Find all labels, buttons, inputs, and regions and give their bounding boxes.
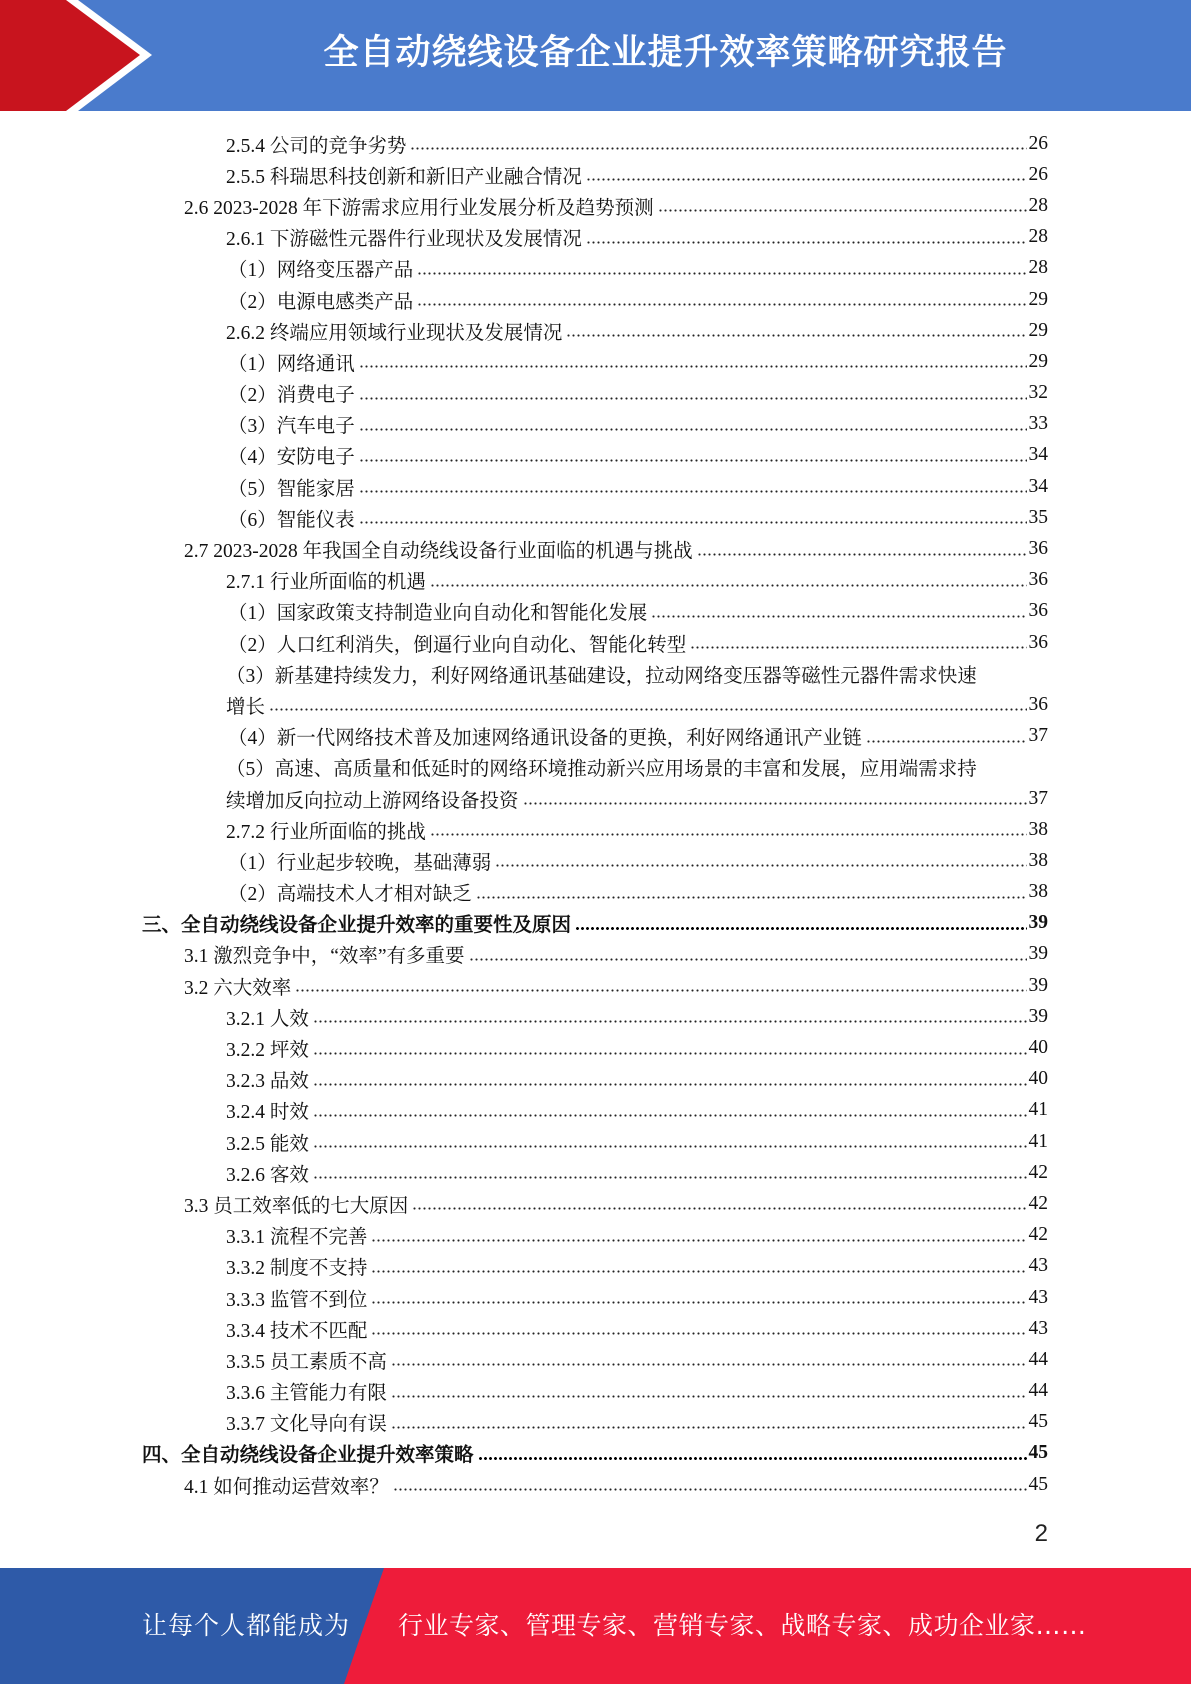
dot-leader <box>295 989 1026 992</box>
toc-entry-page: 42 <box>1028 1161 1048 1183</box>
toc-entry[interactable] <box>0 159 1191 190</box>
dot-leader <box>359 459 1027 462</box>
toc-entry-page: 34 <box>1028 444 1048 466</box>
toc-entry[interactable] <box>0 752 1191 783</box>
toc-entry-page: 45 <box>1028 1442 1048 1464</box>
toc-entry-page: 33 <box>1028 413 1048 435</box>
toc-entry[interactable] <box>0 1220 1191 1251</box>
toc-entry-title: （5）智能家居 <box>228 478 355 500</box>
toc-entry-page: 38 <box>1028 849 1048 871</box>
page-footer <box>0 1568 1191 1684</box>
dot-leader <box>313 1052 1027 1055</box>
toc-entry-title: （1）网络变压器产品 <box>228 260 414 282</box>
toc-entry-page: 28 <box>1028 194 1048 216</box>
dot-leader <box>586 241 1027 244</box>
toc-entry[interactable] <box>0 658 1191 689</box>
toc-entry-title: 3.3.2 制度不支持 <box>226 1258 368 1280</box>
toc-entry-title: 3.2.3 品效 <box>226 1071 309 1093</box>
toc-entry-page: 37 <box>1028 725 1048 747</box>
dot-leader <box>359 397 1027 400</box>
toc-entry[interactable] <box>0 1469 1191 1500</box>
dot-leader <box>417 303 1026 306</box>
toc-entry[interactable] <box>0 502 1191 533</box>
toc-entry[interactable] <box>0 190 1191 221</box>
dot-leader <box>430 833 1027 836</box>
toc-entry-title: 2.5.4 公司的竞争劣势 <box>226 135 407 157</box>
toc-entry[interactable] <box>0 1407 1191 1438</box>
toc-entry[interactable] <box>0 471 1191 502</box>
toc-entry-page: 26 <box>1028 163 1048 185</box>
toc-entry[interactable] <box>0 721 1191 752</box>
toc-entry-title: （1）国家政策支持制造业向自动化和智能化发展 <box>228 603 648 625</box>
toc-entry-page: 43 <box>1028 1317 1048 1339</box>
toc-entry-page: 43 <box>1028 1286 1048 1308</box>
toc-entry-title: 2.6.2 终端应用领域行业现状及发展情况 <box>226 322 563 344</box>
toc-entry-page: 29 <box>1028 288 1048 310</box>
toc-entry[interactable] <box>0 814 1191 845</box>
dot-leader <box>523 802 1027 805</box>
toc-entry-page: 42 <box>1028 1192 1048 1214</box>
toc-entry-title: 3.1 激烈竞争中，“效率”有多重要 <box>184 946 465 968</box>
dot-leader <box>313 1176 1027 1179</box>
toc-entry-page: 39 <box>1028 974 1048 996</box>
toc-entry-title: 3.2.4 时效 <box>226 1102 309 1124</box>
dot-leader <box>391 1426 1027 1429</box>
dot-leader <box>575 927 1026 930</box>
toc-entry-continuation[interactable] <box>0 689 1191 720</box>
dot-leader <box>359 365 1027 368</box>
toc-entry[interactable] <box>0 939 1191 970</box>
toc-entry[interactable] <box>0 1282 1191 1313</box>
toc-entry-page: 36 <box>1028 600 1048 622</box>
toc-entry-title: 四、全自动绕线设备企业提升效率策略 <box>142 1445 474 1467</box>
toc-entry[interactable] <box>0 1188 1191 1219</box>
toc-entry[interactable] <box>0 346 1191 377</box>
footer-slogan-right: 行业专家、管理专家、营销专家、战略专家、成功企业家…… <box>398 1611 1087 1640</box>
toc-entry[interactable] <box>0 1001 1191 1032</box>
dot-leader <box>371 1332 1026 1335</box>
toc-entry[interactable] <box>0 1313 1191 1344</box>
dot-leader <box>651 615 1026 618</box>
dot-leader <box>391 1363 1027 1366</box>
toc-entry-title: （2）高端技术人才相对缺乏 <box>228 884 472 906</box>
toc-entry[interactable] <box>0 315 1191 346</box>
toc-entry-page: 39 <box>1028 912 1048 934</box>
page-number: 2 <box>1034 1520 1048 1547</box>
toc-entry-page: 43 <box>1028 1255 1048 1277</box>
toc-entry-title: 3.3.4 技术不匹配 <box>226 1320 368 1342</box>
toc-entry-title: （2）人口红利消失，倒逼行业向自动化、智能化转型 <box>228 634 687 656</box>
dot-leader <box>313 1114 1027 1117</box>
toc-entry-title: 3.2.5 能效 <box>226 1133 309 1155</box>
dot-leader <box>476 896 1027 899</box>
dot-leader <box>359 490 1027 493</box>
toc-entry-title: 3.3.7 文化导向有误 <box>226 1414 387 1436</box>
toc-entry-page: 36 <box>1028 693 1048 715</box>
toc-entry-title: 3.3.1 流程不完善 <box>226 1227 368 1249</box>
toc-entry-title: （5）高速、高质量和低延时的网络环境推动新兴应用场景的丰富和发展，应用端需求持 <box>226 759 977 781</box>
toc-entry-title: 2.7.2 行业所面临的挑战 <box>226 821 426 843</box>
toc-entry-title: 2.6 2023-2028 年下游需求应用行业发展分析及趋势预测 <box>184 197 654 219</box>
toc-entry-continuation[interactable] <box>0 783 1191 814</box>
chevron-red <box>0 0 140 111</box>
dot-leader <box>697 553 1027 556</box>
toc-entry-title: 3.3.5 员工素质不高 <box>226 1351 387 1373</box>
footer-slogan-left: 让每个人都能成为 <box>142 1611 351 1640</box>
toc-entry-title: 4.1 如何推动运营效率？ <box>184 1476 389 1498</box>
toc-entry[interactable] <box>0 1376 1191 1407</box>
dot-leader <box>478 1457 1027 1460</box>
toc-entry[interactable] <box>0 845 1191 876</box>
header-chevron-decoration <box>0 0 160 111</box>
dot-leader <box>313 1020 1027 1023</box>
toc-entry-title: 2.7 2023-2028 年我国全自动绕线设备行业面临的机遇与挑战 <box>184 541 693 563</box>
toc-entry-title: 3.2.2 坪效 <box>226 1040 309 1062</box>
toc-entry[interactable] <box>0 1344 1191 1375</box>
report-title: 全自动绕线设备企业提升效率策略研究报告 <box>323 33 1008 73</box>
dot-leader <box>371 1239 1026 1242</box>
toc-entry-page: 37 <box>1028 787 1048 809</box>
toc-entry[interactable] <box>0 222 1191 253</box>
toc-entry-page: 32 <box>1028 382 1048 404</box>
toc-entry-page: 41 <box>1028 1099 1048 1121</box>
toc-entry-page: 45 <box>1028 1473 1048 1495</box>
toc-entry-page: 26 <box>1028 132 1048 154</box>
toc-entry-title: （6）智能仪表 <box>228 509 355 531</box>
toc-entry-page: 28 <box>1028 257 1048 279</box>
toc-entry-page: 36 <box>1028 538 1048 560</box>
dot-leader <box>566 334 1026 337</box>
toc-entry-page: 41 <box>1028 1130 1048 1152</box>
toc-chapter-entry[interactable] <box>0 1438 1191 1469</box>
dot-leader <box>469 958 1027 961</box>
toc-entry-title-continued: 续增加反向拉动上游网络设备投资 <box>226 790 519 812</box>
toc-entry-title: 2.7.1 行业所面临的机遇 <box>226 572 426 594</box>
dot-leader <box>393 1488 1027 1491</box>
toc-entry-page: 28 <box>1028 226 1048 248</box>
toc-entry[interactable] <box>0 627 1191 658</box>
toc-entry[interactable] <box>0 1126 1191 1157</box>
toc-entry-title: 3.2.1 人效 <box>226 1008 309 1030</box>
page-header <box>0 0 1191 111</box>
toc-entry-title: （1）网络通讯 <box>228 353 355 375</box>
toc-entry-page: 38 <box>1028 881 1048 903</box>
toc-entry-page: 29 <box>1028 350 1048 372</box>
toc-chapter-entry[interactable] <box>0 908 1191 939</box>
dot-leader <box>690 646 1026 649</box>
toc-entry-title: 2.6.1 下游磁性元器件行业现状及发展情况 <box>226 229 582 251</box>
toc-entry-title: （3）汽车电子 <box>228 416 355 438</box>
dot-leader <box>371 1301 1026 1304</box>
dot-leader <box>269 708 1026 711</box>
toc-entry[interactable] <box>0 128 1191 159</box>
toc-entry[interactable] <box>0 409 1191 440</box>
toc-entry[interactable] <box>0 1064 1191 1095</box>
toc-entry[interactable] <box>0 1032 1191 1063</box>
toc-entry[interactable] <box>0 877 1191 908</box>
dot-leader <box>313 1083 1027 1086</box>
toc-entry-title: （2）消费电子 <box>228 385 355 407</box>
toc-entry[interactable] <box>0 1251 1191 1282</box>
dot-leader <box>430 584 1027 587</box>
toc-entry-page: 35 <box>1028 506 1048 528</box>
dot-leader <box>586 178 1027 181</box>
toc-entry-page: 40 <box>1028 1037 1048 1059</box>
toc-entry-title: 2.5.5 科瑞思科技创新和新旧产业融合情况 <box>226 166 582 188</box>
toc-entry[interactable] <box>0 253 1191 284</box>
dot-leader <box>495 864 1026 867</box>
dot-leader <box>866 740 1027 743</box>
toc-entry-title: （4）新一代网络技术普及加速网络通讯设备的更换，利好网络通讯产业链 <box>228 728 862 750</box>
dot-leader <box>391 1395 1027 1398</box>
dot-leader <box>313 1145 1027 1148</box>
toc-entry-title: 3.3 员工效率低的七大原因 <box>184 1195 409 1217</box>
toc-entry-title: （3）新基建持续发力，利好网络通讯基础建设，拉动网络变压器等磁性元器件需求快速 <box>226 665 977 687</box>
dot-leader <box>359 521 1027 524</box>
toc-entry[interactable] <box>0 596 1191 627</box>
toc-entry-title: 三、全自动绕线设备企业提升效率的重要性及原因 <box>142 915 572 937</box>
toc-entry-title: 3.2 六大效率 <box>184 977 292 999</box>
dot-leader <box>410 147 1026 150</box>
toc-entry[interactable] <box>0 1095 1191 1126</box>
table-of-contents <box>0 128 1191 1500</box>
toc-entry-page: 42 <box>1028 1224 1048 1246</box>
toc-entry[interactable] <box>0 440 1191 471</box>
toc-entry-page: 36 <box>1028 569 1048 591</box>
toc-entry-page: 29 <box>1028 319 1048 341</box>
toc-entry-page: 40 <box>1028 1068 1048 1090</box>
dot-leader <box>417 272 1026 275</box>
toc-entry-title: （4）安防电子 <box>228 447 355 469</box>
toc-entry-page: 39 <box>1028 1005 1048 1027</box>
toc-entry-title: 3.2.6 客效 <box>226 1164 309 1186</box>
toc-entry[interactable] <box>0 1157 1191 1188</box>
toc-entry-page: 44 <box>1028 1380 1048 1402</box>
toc-entry-page: 45 <box>1028 1411 1048 1433</box>
toc-entry[interactable] <box>0 565 1191 596</box>
dot-leader <box>412 1207 1026 1210</box>
dot-leader <box>371 1270 1026 1273</box>
toc-entry[interactable] <box>0 284 1191 315</box>
toc-entry-page: 44 <box>1028 1348 1048 1370</box>
toc-entry-title: 3.3.3 监管不到位 <box>226 1289 368 1311</box>
toc-entry-page: 39 <box>1028 943 1048 965</box>
toc-entry-title: （1）行业起步较晚，基础薄弱 <box>228 852 492 874</box>
toc-entry[interactable] <box>0 378 1191 409</box>
toc-entry-page: 34 <box>1028 475 1048 497</box>
toc-entry-title: （2）电源电感类产品 <box>228 291 414 313</box>
toc-entry[interactable] <box>0 970 1191 1001</box>
toc-entry-title-continued: 增长 <box>226 696 266 718</box>
toc-entry-page: 38 <box>1028 818 1048 840</box>
toc-entry-page: 36 <box>1028 631 1048 653</box>
toc-entry[interactable] <box>0 533 1191 564</box>
dot-leader <box>359 428 1027 431</box>
dot-leader <box>658 209 1027 212</box>
toc-entry-title: 3.3.6 主管能力有限 <box>226 1383 387 1405</box>
